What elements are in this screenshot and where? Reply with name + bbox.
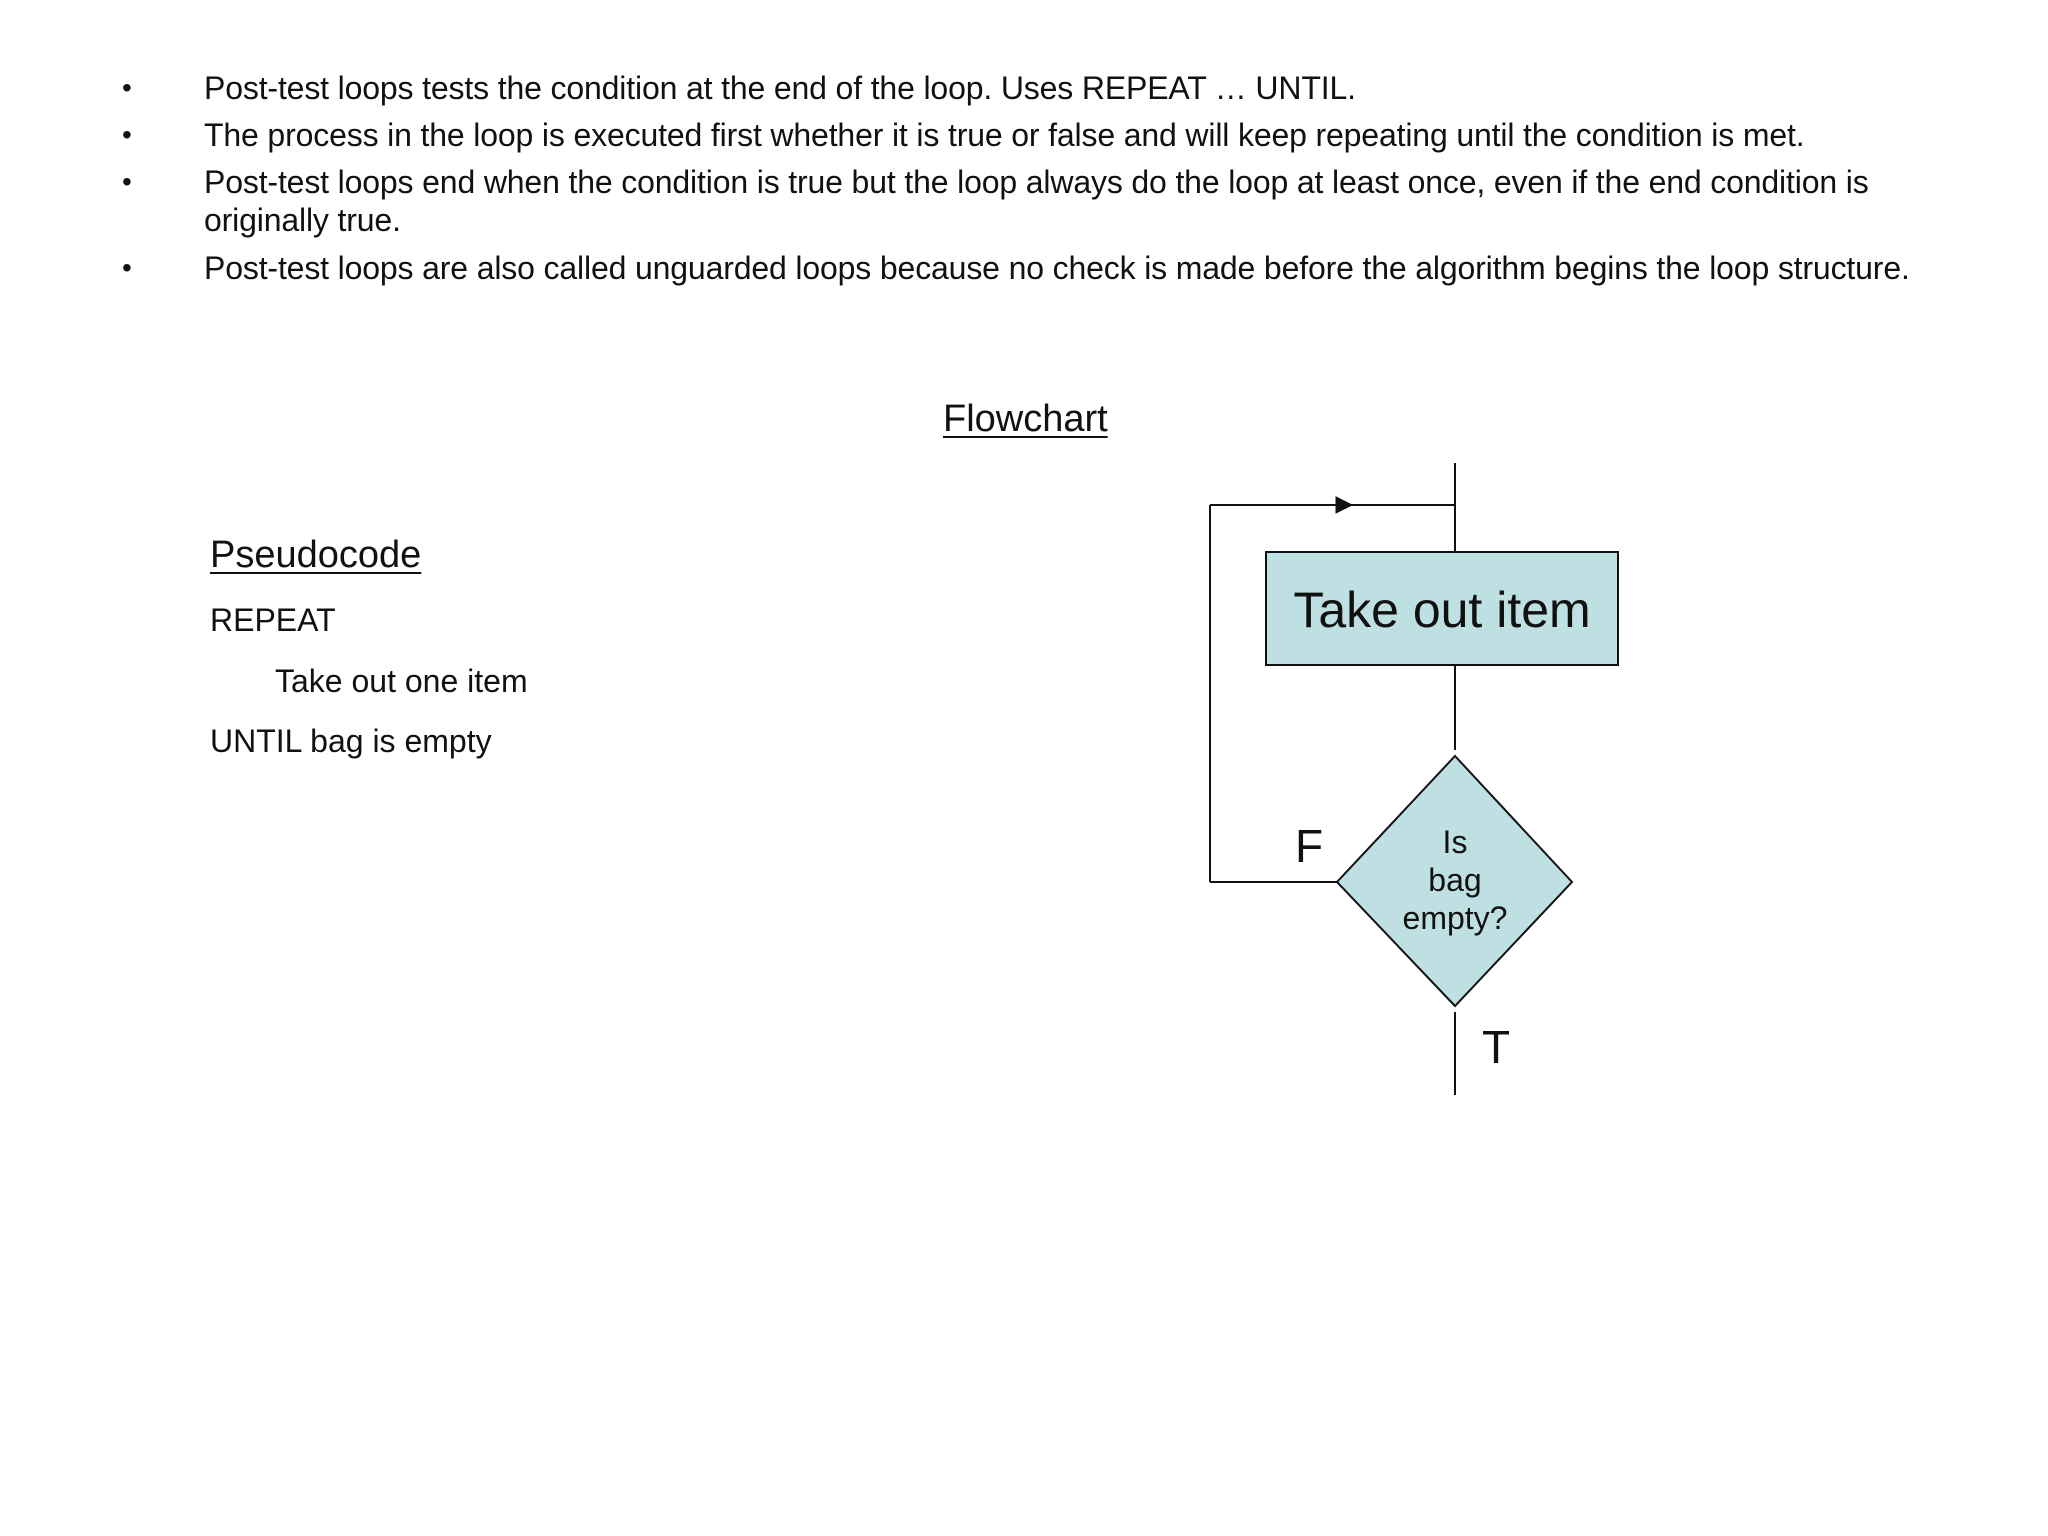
false-branch-label: F	[1295, 820, 1324, 872]
process-label: Take out item	[1293, 582, 1591, 638]
bullet-text: The process in the loop is executed first whether it is true or false and will keep repeating until the condition is met.	[204, 117, 1805, 153]
true-branch-label: T	[1482, 1021, 1511, 1073]
flowchart-svg	[1180, 450, 1640, 1110]
bullet-symbol: •	[122, 252, 132, 283]
bullet-list	[0, 0, 2048, 340]
decision-label-line: empty?	[1402, 900, 1508, 936]
bullet-symbol: •	[122, 166, 132, 197]
bullet-symbol: •	[122, 72, 132, 103]
pseudocode-line: Take out one item	[275, 663, 528, 699]
bullet-symbol: •	[122, 119, 132, 150]
bullet-text: Post-test loops tests the condition at the end of the loop. Uses REPEAT … UNTIL.	[204, 70, 1356, 106]
decision-label-line: Is	[1442, 824, 1468, 860]
bullet-text: Post-test loops are also called unguarded loops because no check is made before the algorithm begins the loop structure.	[204, 250, 1910, 286]
pseudocode-title: Pseudocode	[210, 534, 422, 576]
flowchart-diagram	[1180, 450, 1640, 1110]
decision-label-line: bag	[1428, 862, 1482, 898]
arrowhead-icon	[1336, 497, 1352, 513]
pseudocode-line: UNTIL bag is empty	[210, 723, 492, 759]
pseudocode-line: REPEAT	[210, 602, 336, 638]
bullet-text: Post-test loops end when the condition is true but the loop always do the loop at least once, even if the end condition is originally true.	[204, 164, 1869, 238]
flowchart-title: Flowchart	[943, 398, 1108, 440]
